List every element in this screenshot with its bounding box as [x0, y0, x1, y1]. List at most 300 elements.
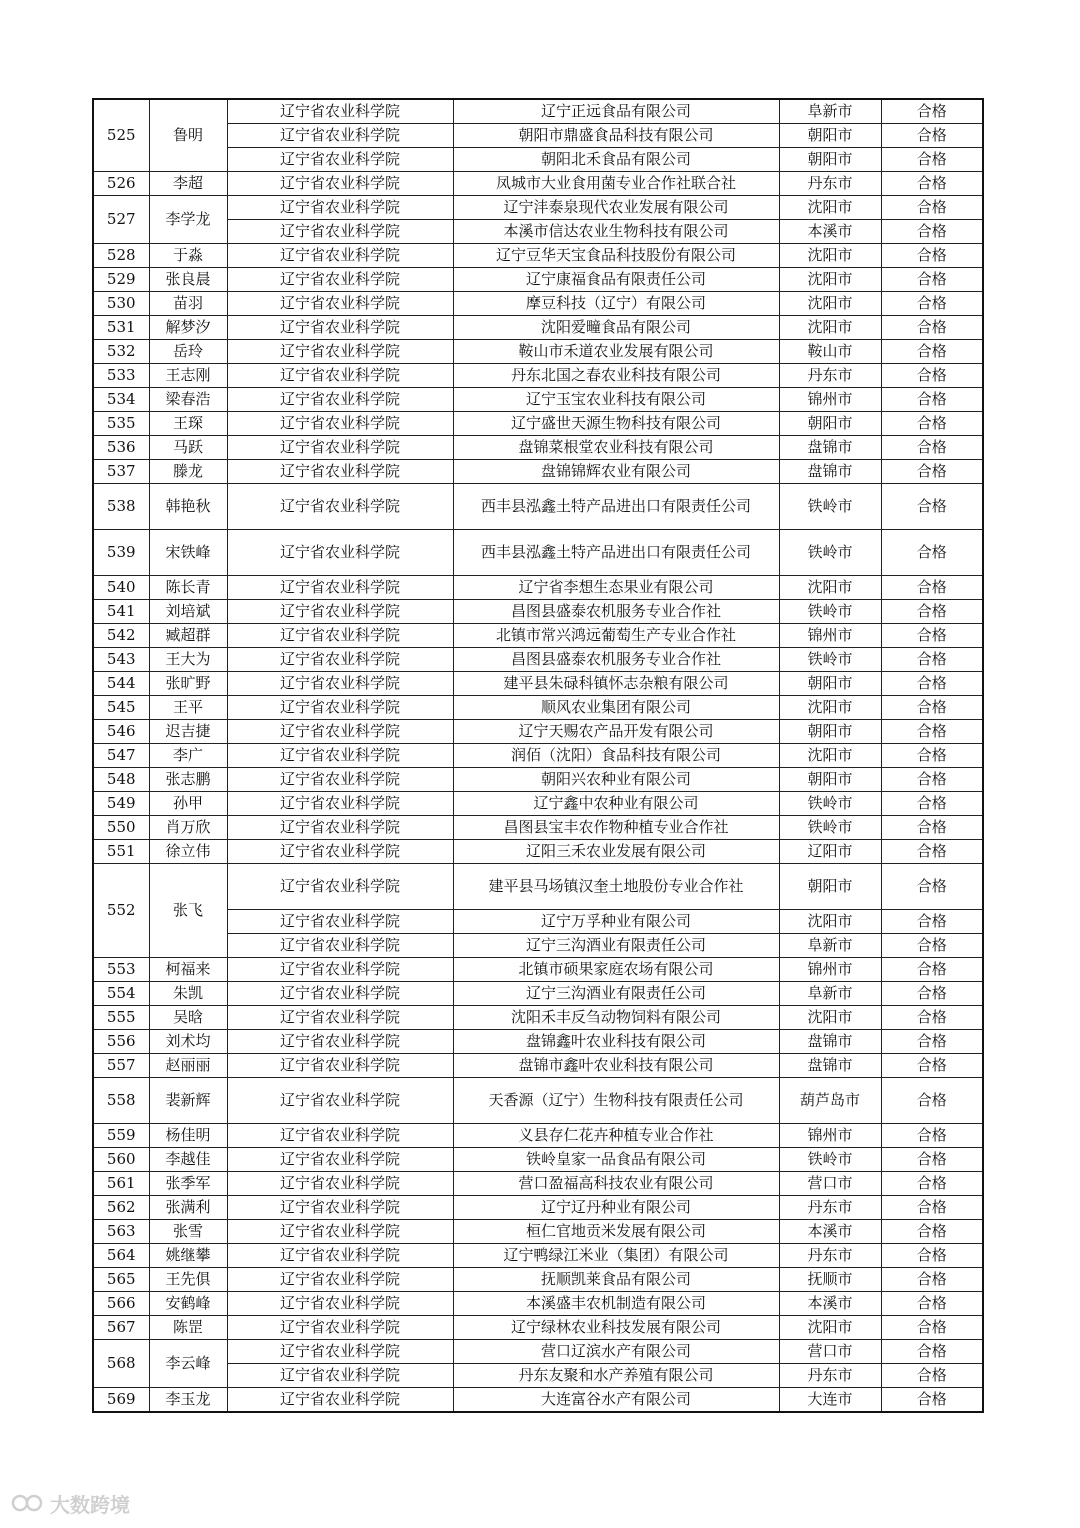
- company-cell: 丹东友聚和水产养殖有限公司: [453, 1364, 779, 1388]
- unit-cell: 辽宁省农业科学院: [227, 484, 453, 530]
- table-row: [93, 148, 983, 172]
- unit-cell: 辽宁省农业科学院: [227, 864, 453, 910]
- unit-cell: 辽宁省农业科学院: [227, 1148, 453, 1172]
- table-row: [93, 124, 983, 148]
- watermark-text: 大数跨境: [50, 1492, 130, 1517]
- unit-cell: 辽宁省农业科学院: [227, 648, 453, 672]
- row-number-cell: 566: [93, 1292, 149, 1316]
- person-name-cell: 苗羽: [149, 292, 227, 316]
- table-row: [93, 1292, 983, 1316]
- row-number-cell: 541: [93, 600, 149, 624]
- person-name-cell: 于淼: [149, 244, 227, 268]
- city-cell: 沈阳市: [779, 696, 881, 720]
- unit-cell: 辽宁省农业科学院: [227, 982, 453, 1006]
- table-row: [93, 292, 983, 316]
- unit-cell: 辽宁省农业科学院: [227, 340, 453, 364]
- person-name-cell: 杨佳明: [149, 1124, 227, 1148]
- row-number-cell: 552: [93, 864, 149, 958]
- row-number-cell: 545: [93, 696, 149, 720]
- company-cell: 铁岭皇家一品食品有限公司: [453, 1148, 779, 1172]
- table-row: [93, 576, 983, 600]
- company-cell: 辽宁沣泰泉现代农业发展有限公司: [453, 196, 779, 220]
- unit-cell: 辽宁省农业科学院: [227, 172, 453, 196]
- company-cell: 润佰（沈阳）食品科技有限公司: [453, 744, 779, 768]
- unit-cell: 辽宁省农业科学院: [227, 148, 453, 172]
- result-cell: 合格: [881, 412, 983, 436]
- city-cell: 朝阳市: [779, 124, 881, 148]
- company-cell: 鞍山市禾道农业发展有限公司: [453, 340, 779, 364]
- city-cell: 朝阳市: [779, 148, 881, 172]
- result-cell: 合格: [881, 958, 983, 982]
- city-cell: 铁岭市: [779, 530, 881, 576]
- table-row: [93, 600, 983, 624]
- table-row: [93, 624, 983, 648]
- company-cell: 昌图县宝丰农作物种植专业合作社: [453, 816, 779, 840]
- company-cell: 辽阳三禾农业发展有限公司: [453, 840, 779, 864]
- qualification-table: [92, 98, 984, 1413]
- table-row: [93, 99, 983, 124]
- company-cell: 摩豆科技（辽宁）有限公司: [453, 292, 779, 316]
- city-cell: 沈阳市: [779, 910, 881, 934]
- table-row: [93, 196, 983, 220]
- result-cell: 合格: [881, 648, 983, 672]
- city-cell: 沈阳市: [779, 1006, 881, 1030]
- city-cell: 辽阳市: [779, 840, 881, 864]
- table-row: [93, 648, 983, 672]
- result-cell: 合格: [881, 910, 983, 934]
- city-cell: 锦州市: [779, 958, 881, 982]
- city-cell: 阜新市: [779, 934, 881, 958]
- unit-cell: 辽宁省农业科学院: [227, 268, 453, 292]
- table-row: [93, 1340, 983, 1364]
- table-row: [93, 172, 983, 196]
- result-cell: 合格: [881, 1364, 983, 1388]
- result-cell: 合格: [881, 1316, 983, 1340]
- table-row: [93, 1172, 983, 1196]
- result-cell: 合格: [881, 1220, 983, 1244]
- table-row: [93, 958, 983, 982]
- unit-cell: 辽宁省农业科学院: [227, 744, 453, 768]
- table-row: [93, 1244, 983, 1268]
- unit-cell: 辽宁省农业科学院: [227, 1030, 453, 1054]
- person-name-cell: 陈长青: [149, 576, 227, 600]
- person-name-cell: 鲁明: [149, 99, 227, 172]
- person-name-cell: 岳玲: [149, 340, 227, 364]
- row-number-cell: 560: [93, 1148, 149, 1172]
- person-name-cell: 张飞: [149, 864, 227, 958]
- result-cell: 合格: [881, 1172, 983, 1196]
- unit-cell: 辽宁省农业科学院: [227, 672, 453, 696]
- unit-cell: 辽宁省农业科学院: [227, 768, 453, 792]
- company-cell: 天香源（辽宁）生物科技有限责任公司: [453, 1078, 779, 1124]
- city-cell: 沈阳市: [779, 268, 881, 292]
- unit-cell: 辽宁省农业科学院: [227, 388, 453, 412]
- table-row: [93, 460, 983, 484]
- city-cell: 营口市: [779, 1172, 881, 1196]
- result-cell: 合格: [881, 816, 983, 840]
- unit-cell: 辽宁省农业科学院: [227, 1196, 453, 1220]
- city-cell: 抚顺市: [779, 1268, 881, 1292]
- result-cell: 合格: [881, 768, 983, 792]
- result-cell: 合格: [881, 624, 983, 648]
- person-name-cell: 李超: [149, 172, 227, 196]
- company-cell: 辽宁康福食品有限责任公司: [453, 268, 779, 292]
- row-number-cell: 558: [93, 1078, 149, 1124]
- company-cell: 辽宁盛世天源生物科技有限公司: [453, 412, 779, 436]
- person-name-cell: 裴新辉: [149, 1078, 227, 1124]
- unit-cell: 辽宁省农业科学院: [227, 816, 453, 840]
- result-cell: 合格: [881, 934, 983, 958]
- row-number-cell: 528: [93, 244, 149, 268]
- unit-cell: 辽宁省农业科学院: [227, 124, 453, 148]
- company-cell: 昌图县盛泰农机服务专业合作社: [453, 648, 779, 672]
- company-cell: 沈阳禾丰反刍动物饲料有限公司: [453, 1006, 779, 1030]
- row-number-cell: 562: [93, 1196, 149, 1220]
- company-cell: 辽宁豆华天宝食品科技股份有限公司: [453, 244, 779, 268]
- row-number-cell: 564: [93, 1244, 149, 1268]
- table-row: [93, 720, 983, 744]
- table-row: [93, 364, 983, 388]
- company-cell: 本溪市信达农业生物科技有限公司: [453, 220, 779, 244]
- table-row: [93, 316, 983, 340]
- person-name-cell: 梁春浩: [149, 388, 227, 412]
- table-row: [93, 1388, 983, 1413]
- person-name-cell: 朱凯: [149, 982, 227, 1006]
- row-number-cell: 565: [93, 1268, 149, 1292]
- row-number-cell: 551: [93, 840, 149, 864]
- company-cell: 朝阳北禾食品有限公司: [453, 148, 779, 172]
- company-cell: 辽宁天赐农产品开发有限公司: [453, 720, 779, 744]
- result-cell: 合格: [881, 696, 983, 720]
- company-cell: 顺风农业集团有限公司: [453, 696, 779, 720]
- company-cell: 盘锦市鑫叶农业科技有限公司: [453, 1054, 779, 1078]
- city-cell: 铁岭市: [779, 792, 881, 816]
- company-cell: 辽宁鑫中农种业有限公司: [453, 792, 779, 816]
- person-name-cell: 李云峰: [149, 1340, 227, 1388]
- table-row: [93, 1124, 983, 1148]
- row-number-cell: 549: [93, 792, 149, 816]
- city-cell: 丹东市: [779, 1364, 881, 1388]
- result-cell: 合格: [881, 720, 983, 744]
- result-cell: 合格: [881, 792, 983, 816]
- unit-cell: 辽宁省农业科学院: [227, 1364, 453, 1388]
- row-number-cell: 542: [93, 624, 149, 648]
- table-row: [93, 220, 983, 244]
- result-cell: 合格: [881, 1196, 983, 1220]
- person-name-cell: 孙甲: [149, 792, 227, 816]
- person-name-cell: 张志鹏: [149, 768, 227, 792]
- city-cell: 铁岭市: [779, 484, 881, 530]
- person-name-cell: 安鹤峰: [149, 1292, 227, 1316]
- company-cell: 大连富谷水产有限公司: [453, 1388, 779, 1413]
- company-cell: 辽宁三沟酒业有限责任公司: [453, 982, 779, 1006]
- unit-cell: 辽宁省农业科学院: [227, 792, 453, 816]
- company-cell: 凤城市大业食用菌专业合作社联合社: [453, 172, 779, 196]
- unit-cell: 辽宁省农业科学院: [227, 840, 453, 864]
- table-row: [93, 244, 983, 268]
- unit-cell: 辽宁省农业科学院: [227, 316, 453, 340]
- row-number-cell: 557: [93, 1054, 149, 1078]
- company-cell: 辽宁玉宝农业科技有限公司: [453, 388, 779, 412]
- row-number-cell: 554: [93, 982, 149, 1006]
- unit-cell: 辽宁省农业科学院: [227, 292, 453, 316]
- row-number-cell: 526: [93, 172, 149, 196]
- table-row: [93, 530, 983, 576]
- unit-cell: 辽宁省农业科学院: [227, 1268, 453, 1292]
- result-cell: 合格: [881, 1340, 983, 1364]
- row-number-cell: 550: [93, 816, 149, 840]
- table-row: [93, 816, 983, 840]
- person-name-cell: 韩艳秋: [149, 484, 227, 530]
- person-name-cell: 刘培斌: [149, 600, 227, 624]
- city-cell: 沈阳市: [779, 1316, 881, 1340]
- company-cell: 朝阳市鼎盛食品科技有限公司: [453, 124, 779, 148]
- table-row: [93, 982, 983, 1006]
- company-cell: 辽宁鸭绿江米业（集团）有限公司: [453, 1244, 779, 1268]
- person-name-cell: 赵丽丽: [149, 1054, 227, 1078]
- unit-cell: 辽宁省农业科学院: [227, 696, 453, 720]
- person-name-cell: 徐立伟: [149, 840, 227, 864]
- company-cell: 辽宁正远食品有限公司: [453, 99, 779, 124]
- company-cell: 辽宁辽丹种业有限公司: [453, 1196, 779, 1220]
- city-cell: 盘锦市: [779, 436, 881, 460]
- company-cell: 盘锦鑫叶农业科技有限公司: [453, 1030, 779, 1054]
- person-name-cell: 王志刚: [149, 364, 227, 388]
- city-cell: 阜新市: [779, 982, 881, 1006]
- city-cell: 锦州市: [779, 624, 881, 648]
- person-name-cell: 陈罡: [149, 1316, 227, 1340]
- city-cell: 铁岭市: [779, 600, 881, 624]
- unit-cell: 辽宁省农业科学院: [227, 958, 453, 982]
- table-row: [93, 340, 983, 364]
- unit-cell: 辽宁省农业科学院: [227, 1340, 453, 1364]
- table-row: [93, 1316, 983, 1340]
- unit-cell: 辽宁省农业科学院: [227, 624, 453, 648]
- unit-cell: 辽宁省农业科学院: [227, 1316, 453, 1340]
- result-cell: 合格: [881, 364, 983, 388]
- result-cell: 合格: [881, 484, 983, 530]
- company-cell: 辽宁绿林农业科技发展有限公司: [453, 1316, 779, 1340]
- result-cell: 合格: [881, 744, 983, 768]
- result-cell: 合格: [881, 1268, 983, 1292]
- table-row: [93, 934, 983, 958]
- row-number-cell: 527: [93, 196, 149, 244]
- unit-cell: 辽宁省农业科学院: [227, 1054, 453, 1078]
- company-cell: 桓仁官地贡米发展有限公司: [453, 1220, 779, 1244]
- result-cell: 合格: [881, 672, 983, 696]
- row-number-cell: 525: [93, 99, 149, 172]
- unit-cell: 辽宁省农业科学院: [227, 1220, 453, 1244]
- row-number-cell: 547: [93, 744, 149, 768]
- company-cell: 丹东北国之春农业科技有限公司: [453, 364, 779, 388]
- result-cell: 合格: [881, 292, 983, 316]
- city-cell: 朝阳市: [779, 768, 881, 792]
- unit-cell: 辽宁省农业科学院: [227, 364, 453, 388]
- watermark-logo-icon: [10, 1491, 46, 1515]
- row-number-cell: 539: [93, 530, 149, 576]
- city-cell: 沈阳市: [779, 576, 881, 600]
- unit-cell: 辽宁省农业科学院: [227, 1078, 453, 1124]
- unit-cell: 辽宁省农业科学院: [227, 99, 453, 124]
- unit-cell: 辽宁省农业科学院: [227, 576, 453, 600]
- watermark: [10, 1488, 130, 1518]
- company-cell: 辽宁省李想生态果业有限公司: [453, 576, 779, 600]
- result-cell: 合格: [881, 1030, 983, 1054]
- table-row: [93, 792, 983, 816]
- row-number-cell: 536: [93, 436, 149, 460]
- unit-cell: 辽宁省农业科学院: [227, 460, 453, 484]
- company-cell: 本溪盛丰农机制造有限公司: [453, 1292, 779, 1316]
- table-row: [93, 1078, 983, 1124]
- result-cell: 合格: [881, 530, 983, 576]
- result-cell: 合格: [881, 436, 983, 460]
- unit-cell: 辽宁省农业科学院: [227, 244, 453, 268]
- result-cell: 合格: [881, 1244, 983, 1268]
- unit-cell: 辽宁省农业科学院: [227, 600, 453, 624]
- person-name-cell: 张良晨: [149, 268, 227, 292]
- result-cell: 合格: [881, 600, 983, 624]
- row-number-cell: 548: [93, 768, 149, 792]
- row-number-cell: 529: [93, 268, 149, 292]
- person-name-cell: 刘术均: [149, 1030, 227, 1054]
- city-cell: 丹东市: [779, 364, 881, 388]
- table-row: [93, 910, 983, 934]
- person-name-cell: 臧超群: [149, 624, 227, 648]
- row-number-cell: 556: [93, 1030, 149, 1054]
- person-name-cell: 肖万欣: [149, 816, 227, 840]
- result-cell: 合格: [881, 340, 983, 364]
- unit-cell: 辽宁省农业科学院: [227, 1244, 453, 1268]
- company-cell: 盘锦锦辉农业有限公司: [453, 460, 779, 484]
- result-cell: 合格: [881, 1148, 983, 1172]
- table-row: [93, 864, 983, 910]
- row-number-cell: 535: [93, 412, 149, 436]
- table-row: [93, 1196, 983, 1220]
- result-cell: 合格: [881, 124, 983, 148]
- result-cell: 合格: [881, 244, 983, 268]
- person-name-cell: 吴晗: [149, 1006, 227, 1030]
- row-number-cell: 533: [93, 364, 149, 388]
- result-cell: 合格: [881, 172, 983, 196]
- row-number-cell: 559: [93, 1124, 149, 1148]
- result-cell: 合格: [881, 268, 983, 292]
- person-name-cell: 宋铁峰: [149, 530, 227, 576]
- company-cell: 西丰县泓鑫土特产品进出口有限责任公司: [453, 530, 779, 576]
- result-cell: 合格: [881, 1006, 983, 1030]
- city-cell: 朝阳市: [779, 412, 881, 436]
- row-number-cell: 553: [93, 958, 149, 982]
- unit-cell: 辽宁省农业科学院: [227, 910, 453, 934]
- result-cell: 合格: [881, 576, 983, 600]
- result-cell: 合格: [881, 316, 983, 340]
- company-cell: 建平县马场镇汉奎土地股份专业合作社: [453, 864, 779, 910]
- unit-cell: 辽宁省农业科学院: [227, 1292, 453, 1316]
- result-cell: 合格: [881, 1124, 983, 1148]
- unit-cell: 辽宁省农业科学院: [227, 720, 453, 744]
- company-cell: 昌图县盛泰农机服务专业合作社: [453, 600, 779, 624]
- city-cell: 沈阳市: [779, 316, 881, 340]
- row-number-cell: 544: [93, 672, 149, 696]
- unit-cell: 辽宁省农业科学院: [227, 412, 453, 436]
- city-cell: 葫芦岛市: [779, 1078, 881, 1124]
- row-number-cell: 567: [93, 1316, 149, 1340]
- table-row: [93, 1148, 983, 1172]
- city-cell: 沈阳市: [779, 292, 881, 316]
- result-cell: 合格: [881, 1292, 983, 1316]
- row-number-cell: 561: [93, 1172, 149, 1196]
- company-cell: 辽宁三沟酒业有限责任公司: [453, 934, 779, 958]
- table-row: [93, 1006, 983, 1030]
- table-row: [93, 268, 983, 292]
- person-name-cell: 李玉龙: [149, 1388, 227, 1413]
- result-cell: 合格: [881, 840, 983, 864]
- city-cell: 铁岭市: [779, 1148, 881, 1172]
- city-cell: 盘锦市: [779, 1030, 881, 1054]
- city-cell: 朝阳市: [779, 864, 881, 910]
- result-cell: 合格: [881, 388, 983, 412]
- city-cell: 盘锦市: [779, 460, 881, 484]
- city-cell: 大连市: [779, 1388, 881, 1413]
- person-name-cell: 王先俱: [149, 1268, 227, 1292]
- unit-cell: 辽宁省农业科学院: [227, 530, 453, 576]
- person-name-cell: 王平: [149, 696, 227, 720]
- person-name-cell: 李广: [149, 744, 227, 768]
- company-cell: 辽宁万孚种业有限公司: [453, 910, 779, 934]
- row-number-cell: 531: [93, 316, 149, 340]
- city-cell: 本溪市: [779, 220, 881, 244]
- city-cell: 本溪市: [779, 1220, 881, 1244]
- company-cell: 抚顺凯莱食品有限公司: [453, 1268, 779, 1292]
- city-cell: 铁岭市: [779, 816, 881, 840]
- city-cell: 铁岭市: [779, 648, 881, 672]
- result-cell: 合格: [881, 196, 983, 220]
- city-cell: 朝阳市: [779, 720, 881, 744]
- city-cell: 阜新市: [779, 99, 881, 124]
- unit-cell: 辽宁省农业科学院: [227, 1388, 453, 1413]
- result-cell: 合格: [881, 99, 983, 124]
- company-cell: 西丰县泓鑫土特产品进出口有限责任公司: [453, 484, 779, 530]
- row-number-cell: 555: [93, 1006, 149, 1030]
- row-number-cell: 537: [93, 460, 149, 484]
- unit-cell: 辽宁省农业科学院: [227, 1006, 453, 1030]
- company-cell: 营口盈福高科技农业有限公司: [453, 1172, 779, 1196]
- city-cell: 朝阳市: [779, 672, 881, 696]
- company-cell: 营口辽滨水产有限公司: [453, 1340, 779, 1364]
- city-cell: 营口市: [779, 1340, 881, 1364]
- row-number-cell: 569: [93, 1388, 149, 1413]
- person-name-cell: 李学龙: [149, 196, 227, 244]
- company-cell: 沈阳爱疃食品有限公司: [453, 316, 779, 340]
- company-cell: 义县存仁花卉种植专业合作社: [453, 1124, 779, 1148]
- city-cell: 沈阳市: [779, 244, 881, 268]
- result-cell: 合格: [881, 1388, 983, 1413]
- result-cell: 合格: [881, 148, 983, 172]
- row-number-cell: 540: [93, 576, 149, 600]
- company-cell: 北镇市硕果家庭农场有限公司: [453, 958, 779, 982]
- unit-cell: 辽宁省农业科学院: [227, 196, 453, 220]
- person-name-cell: 张雪: [149, 1220, 227, 1244]
- person-name-cell: 姚继攀: [149, 1244, 227, 1268]
- person-name-cell: 迟吉捷: [149, 720, 227, 744]
- person-name-cell: 张旷野: [149, 672, 227, 696]
- person-name-cell: 张满利: [149, 1196, 227, 1220]
- result-cell: 合格: [881, 460, 983, 484]
- city-cell: 锦州市: [779, 388, 881, 412]
- company-cell: 北镇市常兴鸿远葡萄生产专业合作社: [453, 624, 779, 648]
- city-cell: 沈阳市: [779, 744, 881, 768]
- result-cell: 合格: [881, 1054, 983, 1078]
- person-name-cell: 柯福来: [149, 958, 227, 982]
